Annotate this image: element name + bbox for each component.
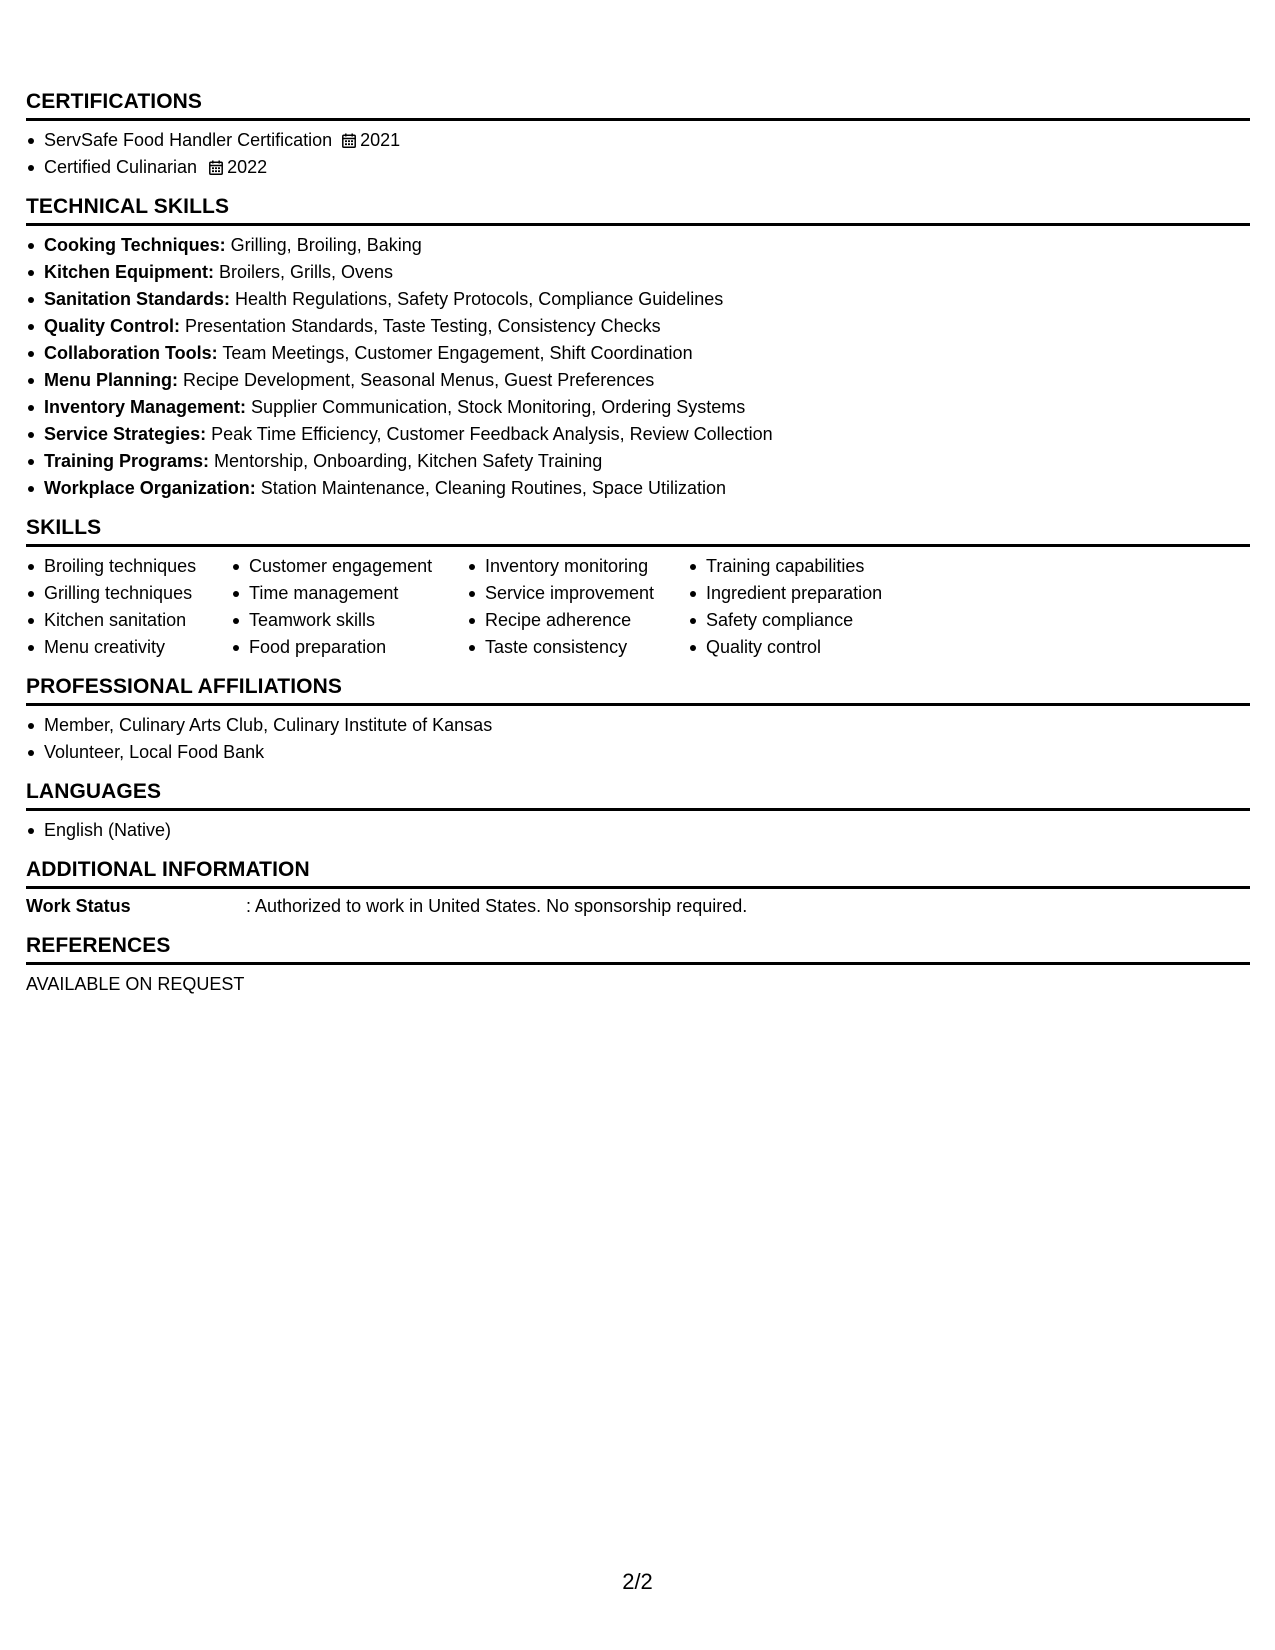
work-status-row <box>26 893 1250 920</box>
skills-column <box>467 553 688 661</box>
skill-item: Recipe adherence <box>467 607 688 634</box>
affiliation-item: Volunteer, Local Food Bank <box>26 739 1250 766</box>
technical-skills-list <box>26 232 1250 502</box>
references-heading: REFERENCES <box>26 934 1250 965</box>
technical-skill-label: Quality Control: <box>44 316 180 336</box>
skill-item: Customer engagement <box>231 553 467 580</box>
skill-item: Ingredient preparation <box>688 580 928 607</box>
skill-item: Quality control <box>688 634 928 661</box>
technical-skill-item <box>26 286 1250 313</box>
technical-skill-item <box>26 232 1250 259</box>
technical-skill-text: Health Regulations, Safety Protocols, Compliance Guidelines <box>230 289 724 309</box>
calendar-icon <box>342 133 356 148</box>
certification-year: 2022 <box>227 157 268 177</box>
resume-page <box>26 90 1250 1012</box>
skill-item: Inventory monitoring <box>467 553 688 580</box>
technical-skill-text: Presentation Standards, Taste Testing, Consistency Checks <box>180 316 661 336</box>
certification-name: Certified Culinarian <box>44 157 198 177</box>
skill-item: Training capabilities <box>688 553 928 580</box>
additional-info-section <box>26 858 1250 920</box>
technical-skill-label: Service Strategies: <box>44 424 207 444</box>
skill-item: Time management <box>231 580 467 607</box>
technical-skill-item <box>26 340 1250 367</box>
technical-skill-text: Recipe Development, Seasonal Menus, Guest Preferences <box>178 370 655 390</box>
languages-list <box>26 817 1250 844</box>
skill-item: Teamwork skills <box>231 607 467 634</box>
technical-skill-item <box>26 394 1250 421</box>
technical-skill-text: Broilers, Grills, Ovens <box>214 262 394 282</box>
technical-skill-text: Peak Time Efficiency, Customer Feedback Analysis, Review Collection <box>206 424 773 444</box>
skill-item: Safety compliance <box>688 607 928 634</box>
affiliations-list <box>26 712 1250 766</box>
affiliations-heading: PROFESSIONAL AFFILIATIONS <box>26 675 1250 706</box>
skill-item: Kitchen sanitation <box>26 607 231 634</box>
technical-skill-item <box>26 448 1250 475</box>
certifications-heading: CERTIFICATIONS <box>26 90 1250 121</box>
technical-skill-item <box>26 313 1250 340</box>
technical-skill-label: Training Programs: <box>44 451 210 471</box>
languages-section <box>26 780 1250 844</box>
additional-info-heading: ADDITIONAL INFORMATION <box>26 858 1250 889</box>
technical-skill-item <box>26 367 1250 394</box>
skills-column <box>231 553 467 661</box>
certification-item <box>26 154 1250 181</box>
technical-skills-heading: TECHNICAL SKILLS <box>26 195 1250 226</box>
skills-grid <box>26 553 1250 661</box>
technical-skill-text: Supplier Communication, Stock Monitoring, Ordering Systems <box>246 397 746 417</box>
skill-item: Service improvement <box>467 580 688 607</box>
technical-skill-item <box>26 421 1250 448</box>
technical-skill-label: Collaboration Tools: <box>44 343 218 363</box>
languages-heading: LANGUAGES <box>26 780 1250 811</box>
technical-skill-label: Kitchen Equipment: <box>44 262 214 282</box>
technical-skill-label: Cooking Techniques: <box>44 235 226 255</box>
references-text: AVAILABLE ON REQUEST <box>26 974 245 994</box>
technical-skill-label: Inventory Management: <box>44 397 247 417</box>
technical-skill-text: Mentorship, Onboarding, Kitchen Safety Training <box>209 451 603 471</box>
language-item: English (Native) <box>26 817 1250 844</box>
certifications-list <box>26 127 1250 181</box>
skills-heading: SKILLS <box>26 516 1250 547</box>
calendar-icon <box>209 160 223 175</box>
certification-item <box>26 127 1250 154</box>
skill-item: Taste consistency <box>467 634 688 661</box>
certification-name: ServSafe Food Handler Certification <box>44 130 333 150</box>
affiliation-item: Member, Culinary Arts Club, Culinary Institute of Kansas <box>26 712 1250 739</box>
skill-item: Food preparation <box>231 634 467 661</box>
certification-year: 2021 <box>360 130 401 150</box>
technical-skill-text: Grilling, Broiling, Baking <box>225 235 422 255</box>
technical-skills-section <box>26 195 1250 502</box>
skills-column <box>26 553 231 661</box>
skill-item: Menu creativity <box>26 634 231 661</box>
technical-skill-item <box>26 475 1250 502</box>
references-section <box>26 934 1250 998</box>
affiliations-section <box>26 675 1250 766</box>
skills-column <box>688 553 928 661</box>
technical-skill-label: Menu Planning: <box>44 370 178 390</box>
certifications-section <box>26 90 1250 181</box>
page-number: 2/2 <box>622 1569 653 1594</box>
skills-section <box>26 516 1250 661</box>
technical-skill-text: Team Meetings, Customer Engagement, Shift Coordination <box>217 343 693 363</box>
skill-item: Grilling techniques <box>26 580 231 607</box>
work-status-value: : Authorized to work in United States. No sponsorship required. <box>246 896 748 916</box>
work-status-label: Work Status <box>26 896 131 916</box>
technical-skill-label: Sanitation Standards: <box>44 289 231 309</box>
technical-skill-label: Workplace Organization: <box>44 478 256 498</box>
technical-skill-text: Station Maintenance, Cleaning Routines, Space Utilization <box>255 478 726 498</box>
skill-item: Broiling techniques <box>26 553 231 580</box>
technical-skill-item <box>26 259 1250 286</box>
